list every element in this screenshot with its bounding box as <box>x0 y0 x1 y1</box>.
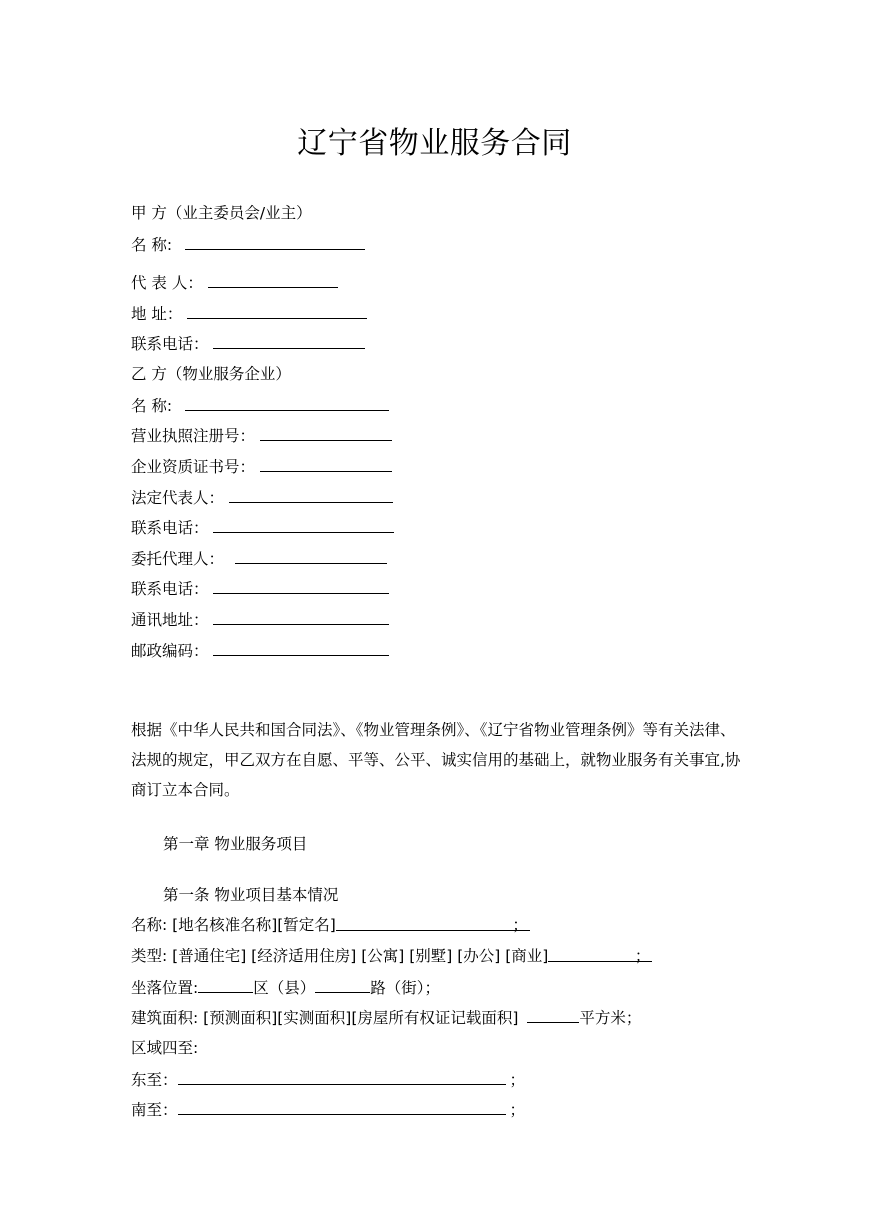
party-b-legal-rep-label: 法定代表人： <box>131 489 225 507</box>
party-b-license-field[interactable] <box>260 424 392 441</box>
party-b-name-row <box>131 394 389 417</box>
property-name-label: 名称: [地名核准名称][暂定名] <box>131 916 336 934</box>
party-b-phone-field[interactable] <box>213 516 394 533</box>
area-label: 建筑面积: [预测面积][实测面积][房屋所有权证记载面积] <box>131 1009 519 1027</box>
road-label: 路（街）； <box>370 979 441 997</box>
area-unit: 平方米； <box>579 1009 642 1027</box>
party-b-agent-row <box>131 547 387 570</box>
chapter-heading: 第一章 物业服务项目 <box>163 835 308 853</box>
semicolon: ； <box>634 947 651 965</box>
boundary-label: 区域四至: <box>131 1039 199 1057</box>
east-label: 东至： <box>131 1071 178 1089</box>
party-b-agent-field[interactable] <box>235 547 387 564</box>
property-type-label: 类型: [普通住宅] [经济适用住房] [公寓] [别墅] [办公] [商业] <box>131 947 549 965</box>
party-b-cert-label: 企业资质证书号： <box>131 458 256 476</box>
party-b-mail-address-field[interactable] <box>213 608 389 625</box>
party-b-legal-rep-field[interactable] <box>229 486 393 503</box>
semicolon: ； <box>509 1071 526 1089</box>
party-a-address-label: 地 址： <box>131 305 183 323</box>
party-b-cert-row <box>131 455 392 478</box>
party-b-heading: 乙 方（物业服务企业） <box>131 365 291 383</box>
party-a-address-row <box>131 302 367 325</box>
property-location-row <box>131 976 440 999</box>
semicolon: ； <box>509 1101 526 1119</box>
party-b-postcode-field[interactable] <box>213 639 389 656</box>
party-a-heading: 甲 方（业主委员会/业主） <box>131 204 312 222</box>
east-boundary-row <box>131 1068 525 1091</box>
preamble-paragraph: 根据《中华人民共和国合同法》、《物业管理条例》、《辽宁省物业管理条例》等有关法律、法规的规定，甲乙双方在自愿、平等、公平、诚实信用的基础上，就物业服务有关事宜,协商订立本合同。 <box>131 721 741 799</box>
party-b-mail-address-row <box>131 608 389 631</box>
property-name-row <box>131 914 530 936</box>
party-a-name-row <box>131 233 365 256</box>
party-b-postcode-row <box>131 639 389 662</box>
party-b-agent-label: 委托代理人： <box>131 550 225 568</box>
area-field[interactable] <box>527 1006 579 1023</box>
party-b-legal-rep-row <box>131 486 393 509</box>
party-b-phone-row <box>131 516 394 539</box>
party-a-rep-field[interactable] <box>208 271 338 288</box>
party-b-license-row <box>131 424 392 447</box>
property-type-field[interactable] <box>548 945 652 965</box>
party-a-address-field[interactable] <box>187 302 367 319</box>
property-name-field[interactable] <box>336 914 530 934</box>
article-heading: 第一条 物业项目基本情况 <box>163 886 339 904</box>
party-a-name-label: 名 称: <box>131 236 173 254</box>
district-label: 区（县） <box>253 979 316 997</box>
road-field[interactable] <box>315 976 370 993</box>
party-b-name-label: 名 称: <box>131 397 173 415</box>
document-title: 辽宁省物业服务合同 <box>297 126 572 161</box>
party-b-cert-field[interactable] <box>260 455 392 472</box>
party-a-name-field[interactable] <box>185 233 365 250</box>
party-a-phone-field[interactable] <box>213 332 365 349</box>
semicolon: ； <box>512 916 528 934</box>
party-b-name-field[interactable] <box>185 394 389 411</box>
south-label: 南至： <box>131 1101 178 1119</box>
south-field[interactable] <box>178 1098 506 1115</box>
party-b-mail-address-label: 通讯地址： <box>131 611 209 629</box>
party-b-postcode-label: 邮政编码： <box>131 642 209 660</box>
south-boundary-row <box>131 1098 525 1121</box>
party-b-agent-phone-label: 联系电话： <box>131 580 209 598</box>
property-type-row <box>131 945 652 967</box>
property-area-row <box>131 1006 641 1029</box>
district-field[interactable] <box>198 976 253 993</box>
location-label: 坐落位置: <box>131 979 199 997</box>
party-a-rep-row <box>131 271 338 294</box>
party-a-rep-label: 代 表 人： <box>131 274 203 292</box>
party-b-phone-label: 联系电话： <box>131 519 209 537</box>
party-b-agent-phone-field[interactable] <box>213 577 389 594</box>
east-field[interactable] <box>178 1068 506 1085</box>
party-b-agent-phone-row <box>131 577 389 600</box>
party-a-phone-label: 联系电话： <box>131 335 209 353</box>
party-a-phone-row <box>131 332 365 355</box>
party-b-license-label: 营业执照注册号： <box>131 427 256 445</box>
